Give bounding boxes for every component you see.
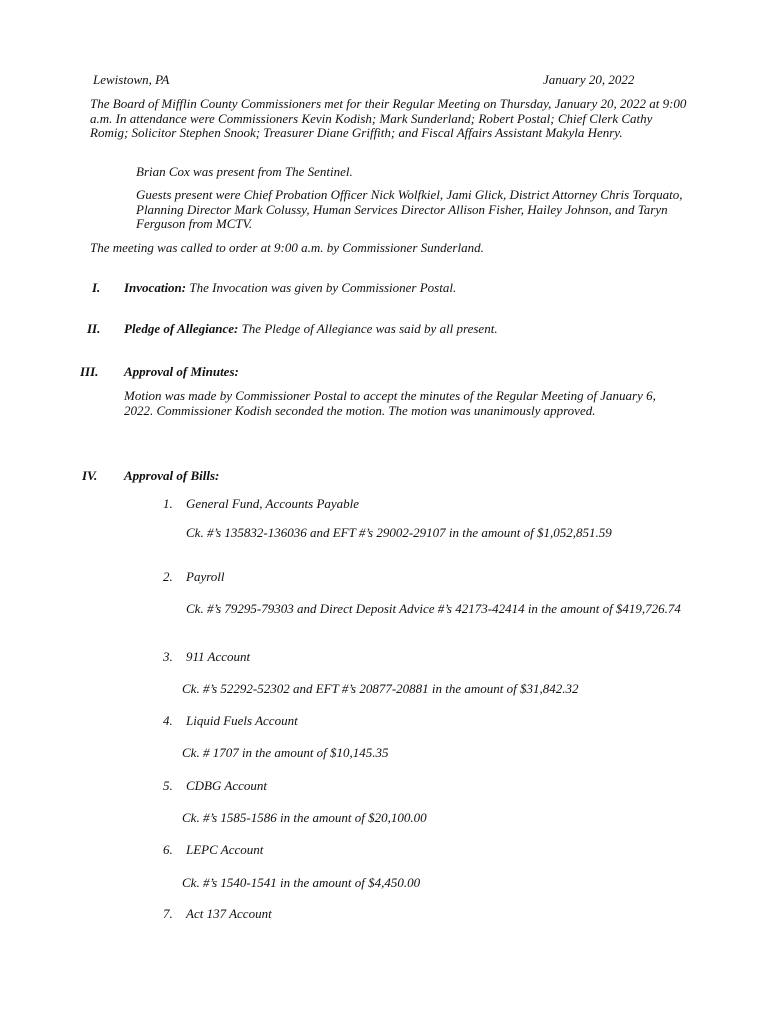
bill-number: 4. xyxy=(163,713,173,728)
bill-number: 5. xyxy=(163,778,173,793)
press-note: Brian Cox was present from The Sentinel. xyxy=(136,164,353,179)
call-to-order: The meeting was called to order at 9:00 a.m. by Commissioner Sunderland. xyxy=(90,240,484,255)
section-title: Invocation: xyxy=(124,280,187,295)
bill-name: Payroll xyxy=(186,569,225,584)
bill-number: 7. xyxy=(163,906,173,921)
bill-name: Liquid Fuels Account xyxy=(186,713,298,728)
section-text: The Pledge of Allegiance was said by all present. xyxy=(238,321,498,336)
bill-detail: Ck. #’s 52292-52302 and EFT #’s 20877-20881 in the amount of $31,842.32 xyxy=(182,681,579,696)
section-text: The Invocation was given by Commissioner Postal. xyxy=(186,280,457,295)
header-location: Lewistown, PA xyxy=(93,72,170,87)
bill-name: Act 137 Account xyxy=(186,906,272,921)
section-number: I. xyxy=(92,280,101,295)
section-title: Pledge of Allegiance: xyxy=(124,321,239,336)
intro-paragraph: The Board of Mifflin County Commissioners met for their Regular Meeting on Thursday, January 20, 2022 at 9:00 a.m. In attendance were Commissioners Kevin Kodish; Mark Sunderland; Robert Postal; Chief Clerk Cathy Romig; Solicitor Stephen Snook; Treasurer Diane Griffith; and Fiscal Affairs Assistant Makyla Henry. xyxy=(90,96,687,140)
section-number: II. xyxy=(87,321,101,336)
bill-detail: Ck. #’s 79295-79303 and Direct Deposit Advice #’s 42173-42414 in the amount of $419,726.74 xyxy=(186,601,681,616)
guests-paragraph: Guests present were Chief Probation Officer Nick Wolfkiel, Jami Glick, District Attorney Chris Torquato, Planning Director Mark Colussy, Human Services Director Allison Fisher, Hailey Johnson, and Taryn Ferguson from MCTV. xyxy=(136,187,683,231)
bill-number: 6. xyxy=(163,842,173,857)
bill-detail: Ck. # 1707 in the amount of $10,145.35 xyxy=(182,745,389,760)
bill-detail: Ck. #’s 1540-1541 in the amount of $4,450.00 xyxy=(182,875,421,890)
bill-name: 911 Account xyxy=(186,649,251,664)
minutes-motion: Motion was made by Commissioner Postal to accept the minutes of the Regular Meeting of January 6, 2022. Commissioner Kodish seconded the motion. The motion was unanimously approved. xyxy=(124,388,656,418)
section-title: Approval of Bills: xyxy=(124,468,220,483)
bill-name: LEPC Account xyxy=(186,842,264,857)
bill-number: 1. xyxy=(163,496,173,511)
section-number: IV. xyxy=(82,468,98,483)
header-date: January 20, 2022 xyxy=(543,72,635,87)
section-invocation xyxy=(124,281,684,296)
bill-name: CDBG Account xyxy=(186,778,267,793)
bill-detail: Ck. #’s 135832-136036 and EFT #’s 29002-29107 in the amount of $1,052,851.59 xyxy=(186,525,612,540)
bill-name: General Fund, Accounts Payable xyxy=(186,496,360,511)
section-pledge xyxy=(124,322,684,337)
section-number: III. xyxy=(80,364,99,379)
bill-number: 3. xyxy=(163,649,173,664)
section-title: Approval of Minutes: xyxy=(124,364,239,379)
bill-detail: Ck. #’s 1585-1586 in the amount of $20,100.00 xyxy=(182,810,427,825)
bill-number: 2. xyxy=(163,569,173,584)
